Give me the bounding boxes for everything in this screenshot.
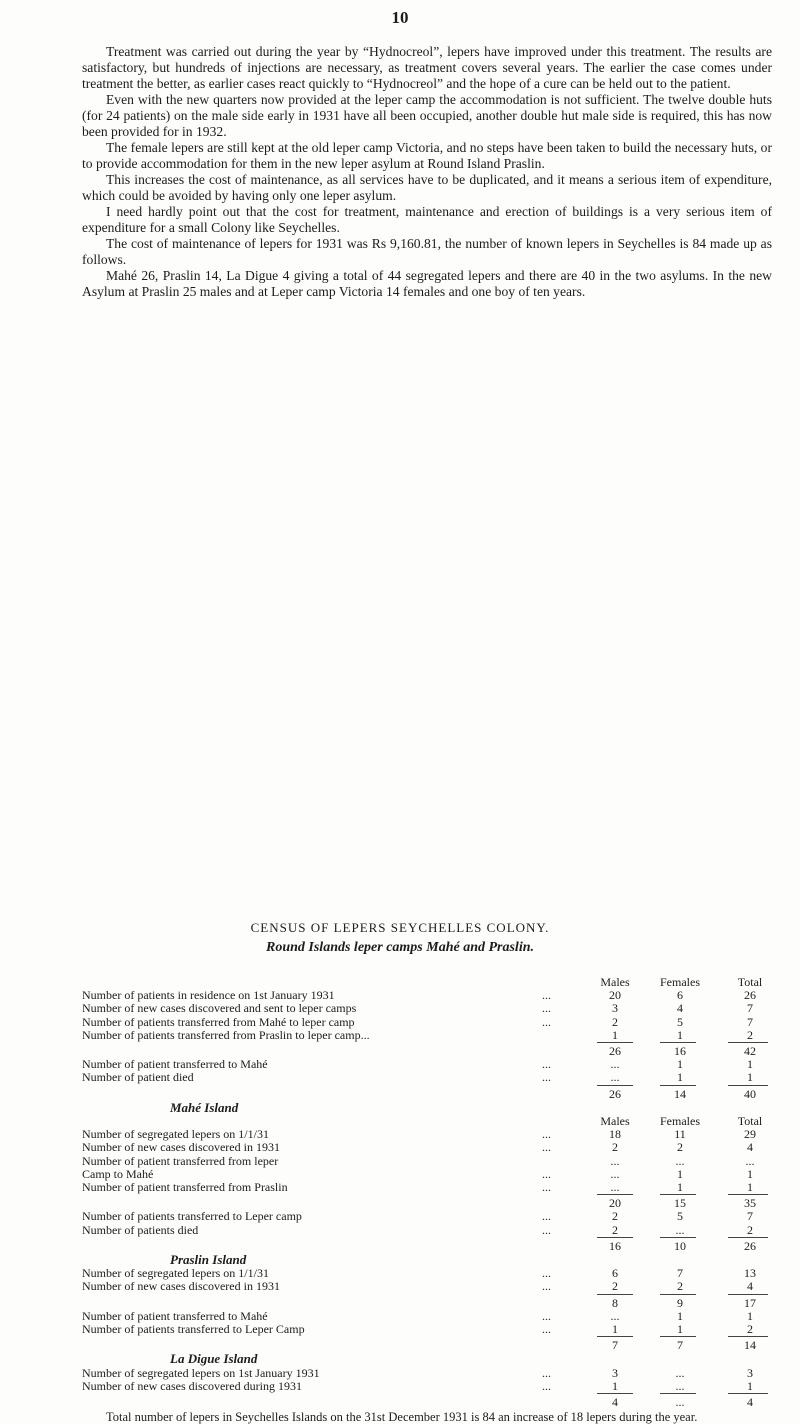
total-cell: 3 [747, 1365, 753, 1380]
subtotal-cell: 20 [609, 1196, 621, 1211]
row-label: Number of segregated lepers on 1/1/31 [82, 1127, 269, 1142]
subtotal-row [0, 1239, 800, 1257]
row-label: Camp to Mahé [82, 1166, 154, 1181]
subtotal-cell: ... [675, 1395, 685, 1409]
row-label: Number of patients transferred to Leper camp [82, 1209, 302, 1224]
leader-dots: ... [542, 1279, 551, 1294]
footer-text: Total number of lepers in Seychelles Islands on the 31st December 1931 is 84 an increase of 18 lepers during the year. [106, 1410, 698, 1424]
males-cell: 2 [612, 1222, 618, 1237]
total-cell: 4 [747, 1140, 753, 1155]
males-cell: 6 [612, 1266, 618, 1281]
females-cell: 2 [677, 1140, 683, 1155]
leader-dots: ... [542, 1378, 551, 1393]
subtotal-cell: 16 [609, 1238, 621, 1253]
subtotal-cell: 26 [609, 1086, 621, 1101]
census-subtitle: Round Islands leper camps Mahé and Praslin. [266, 940, 534, 955]
males-cell: Males [600, 1114, 630, 1128]
leader-dots: ... [542, 988, 551, 1003]
subtotal-cell: 14 [674, 1086, 686, 1101]
males-cell: ... [610, 1166, 620, 1181]
total-cell: 1 [747, 1378, 753, 1393]
paragraph: This increases the cost of maintenance, as all services have to be duplicated, and it means a serious item of expenditure, which could be avoided by having only one leper asylum. [82, 172, 772, 203]
total-cell: 7 [747, 1209, 753, 1224]
section-title: La Digue Island [170, 1351, 258, 1367]
leader-dots: ... [542, 1266, 551, 1281]
males-cell: 1 [612, 1027, 618, 1042]
leader-dots: ... [542, 1014, 551, 1029]
females-cell: ... [675, 1378, 685, 1393]
paragraph: Mahé 26, Praslin 14, La Digue 4 giving a total of 44 segregated lepers and there are 40 in the two asylums. In the new Asylum at Praslin 25 males and at Leper camp Victoria 14 females and one boy of ten years. [82, 268, 772, 299]
total-cell: 2 [747, 1027, 753, 1042]
paragraph: The female lepers are still kept at the old leper camp Victoria, and no steps have been taken to build the necessary huts, or to provide accommodation for them in the new leper asylum at Round Island Praslin. [82, 140, 772, 171]
total-cell: 29 [744, 1127, 756, 1142]
row-label: Number of patient transferred from leper [82, 1153, 279, 1168]
females-cell: 7 [677, 1266, 683, 1281]
females-cell: 11 [674, 1127, 686, 1142]
males-cell: ... [610, 1153, 620, 1168]
leader-dots: ... [542, 1140, 551, 1155]
paragraph: The cost of maintenance of lepers for 1931 was Rs 9,160.81, the number of known lepers in Seychelles is 84 made up as follows. [82, 236, 772, 267]
subtotal-cell: 42 [744, 1044, 756, 1058]
subtotal-cell: 9 [677, 1295, 683, 1310]
subtotal-cell: 10 [674, 1238, 686, 1253]
females-cell: 6 [677, 988, 683, 1003]
females-cell: 2 [677, 1279, 683, 1294]
total-cell: 7 [747, 1014, 753, 1029]
leader-dots: ... [542, 1308, 551, 1323]
total-cell: ... [745, 1153, 755, 1168]
subtotal-cell: 26 [744, 1238, 756, 1253]
row-label: Number of patients transferred from Mahé to leper camp [82, 1014, 355, 1029]
page-number: 10 [391, 8, 409, 27]
females-cell: 1 [677, 1322, 683, 1336]
paragraph: Even with the new quarters now provided at the leper camp the accommodation is not sufficient. The twelve double huts (for 24 patients) on the male side early in 1931 have all been occupied, another double hut male side is required, this has now been provided for in 1932. [82, 92, 772, 139]
census-title: CENSUS OF LEPERS SEYCHELLES COLONY. [250, 920, 550, 935]
leader-dots: ... [542, 1166, 551, 1181]
males-cell: 2 [612, 1279, 618, 1294]
males-cell: 2 [612, 1140, 618, 1155]
section-title: Praslin Island [170, 1252, 247, 1267]
males-cell: Males [600, 975, 630, 989]
females-cell: Females [660, 1114, 700, 1128]
females-cell: 1 [677, 1166, 683, 1181]
subtotal-cell: 17 [744, 1295, 756, 1310]
paragraph: I need hardly point out that the cost for treatment, maintenance and erection of buildings is a very serious item of expenditure for a small Colony like Seychelles. [82, 204, 772, 235]
subtotal-cell: 26 [609, 1044, 621, 1058]
total-cell: Total [737, 1114, 763, 1128]
subtotal-cell: 4 [612, 1395, 618, 1409]
females-cell: Females [660, 975, 700, 989]
leader-dots: ... [542, 1365, 551, 1380]
subtotal-cell: 40 [744, 1086, 756, 1101]
males-cell: ... [610, 1308, 620, 1323]
row-label: Number of new cases discovered during 1931 [82, 1378, 302, 1393]
paragraph: Treatment was carried out during the year by “Hydnocreol”, lepers have improved under this treatment. The results are satisfactory, but hundreds of injections are necessary, as treatment covers several years. The earlier the case comes under treatment the better, as earlier cases react quickly to “Hydnocreol” and the hope of a cure can be held out to the patient. [82, 44, 772, 91]
subtotal-cell: 16 [674, 1044, 686, 1058]
leader-dots: ... [542, 1322, 551, 1336]
total-cell: 1 [747, 1180, 753, 1194]
total-cell: 1 [747, 1308, 753, 1323]
total-cell: 1 [747, 1057, 753, 1072]
females-cell: 5 [677, 1209, 683, 1224]
males-cell: 1 [612, 1378, 618, 1393]
females-cell: 5 [677, 1014, 683, 1029]
row-label: Number of patient transferred to Mahé [82, 1308, 268, 1323]
males-cell: ... [610, 1057, 620, 1072]
leader-dots: ... [542, 1070, 551, 1085]
total-cell: 1 [747, 1166, 753, 1181]
row-label: Number of patient died [82, 1070, 194, 1085]
males-cell: 2 [612, 1209, 618, 1224]
body-text [82, 44, 772, 300]
total-cell: 2 [747, 1222, 753, 1237]
leader-dots: ... [542, 1209, 551, 1224]
total-cell: Total [737, 975, 763, 989]
row-label: Number of patients in residence on 1st January 1931 [82, 988, 335, 1003]
leader-dots: ... [542, 1057, 551, 1072]
females-cell: 1 [677, 1070, 683, 1085]
row-label: Number of patient transferred to Mahé [82, 1057, 268, 1072]
row-label: Number of new cases discovered in 1931 [82, 1140, 280, 1155]
row-label: Number of patients died [82, 1222, 199, 1237]
females-cell: ... [675, 1153, 685, 1168]
subtotal-cell: 35 [744, 1196, 756, 1211]
total-cell: 2 [747, 1322, 753, 1336]
females-cell: ... [675, 1222, 685, 1237]
row-label: Number of patients transferred to Leper Camp [82, 1322, 305, 1336]
males-cell: 18 [609, 1127, 621, 1142]
row-label: Number of new cases discovered and sent to leper camps [82, 1001, 357, 1016]
subtotal-cell: 15 [674, 1196, 686, 1211]
total-cell: 7 [747, 1001, 753, 1016]
total-cell: 26 [744, 988, 756, 1003]
subtotal-cell: 14 [744, 1338, 756, 1353]
females-cell: 1 [677, 1308, 683, 1323]
females-cell: ... [675, 1365, 685, 1380]
females-cell: 1 [677, 1180, 683, 1194]
row-label: Number of new cases discovered in 1931 [82, 1279, 280, 1294]
row-label: Number of segregated lepers on 1st January 1931 [82, 1365, 320, 1380]
total-cell: 13 [744, 1266, 756, 1281]
subtotal-cell: 4 [747, 1395, 753, 1409]
row-label: Number of patient transferred from Praslin [82, 1180, 288, 1194]
subtotal-cell: 7 [677, 1338, 683, 1353]
males-cell: ... [610, 1180, 620, 1194]
males-cell: 3 [612, 1001, 618, 1016]
males-cell: 20 [609, 988, 621, 1003]
subtotal-row [0, 1338, 800, 1356]
subtotal-row [0, 1087, 800, 1105]
row-label: Number of patients transferred from Praslin to leper camp... [82, 1027, 370, 1042]
males-cell: ... [610, 1070, 620, 1085]
leader-dots: ... [542, 1127, 551, 1142]
total-cell: 4 [747, 1279, 753, 1294]
males-cell: 2 [612, 1014, 618, 1029]
leader-dots: ... [542, 1001, 551, 1016]
section-title: Mahé Island [170, 1099, 239, 1115]
subtotal-cell: 7 [612, 1338, 618, 1353]
males-cell: 1 [612, 1322, 618, 1336]
total-cell: 1 [747, 1070, 753, 1085]
leader-dots: ... [542, 1180, 551, 1194]
subtotal-cell: 8 [612, 1295, 618, 1310]
females-cell: 1 [677, 1057, 683, 1072]
females-cell: 4 [677, 1001, 683, 1016]
leader-dots: ... [542, 1222, 551, 1237]
row-label: Number of segregated lepers on 1/1/31 [82, 1266, 269, 1281]
males-cell: 3 [612, 1365, 618, 1380]
females-cell: 1 [677, 1027, 683, 1042]
